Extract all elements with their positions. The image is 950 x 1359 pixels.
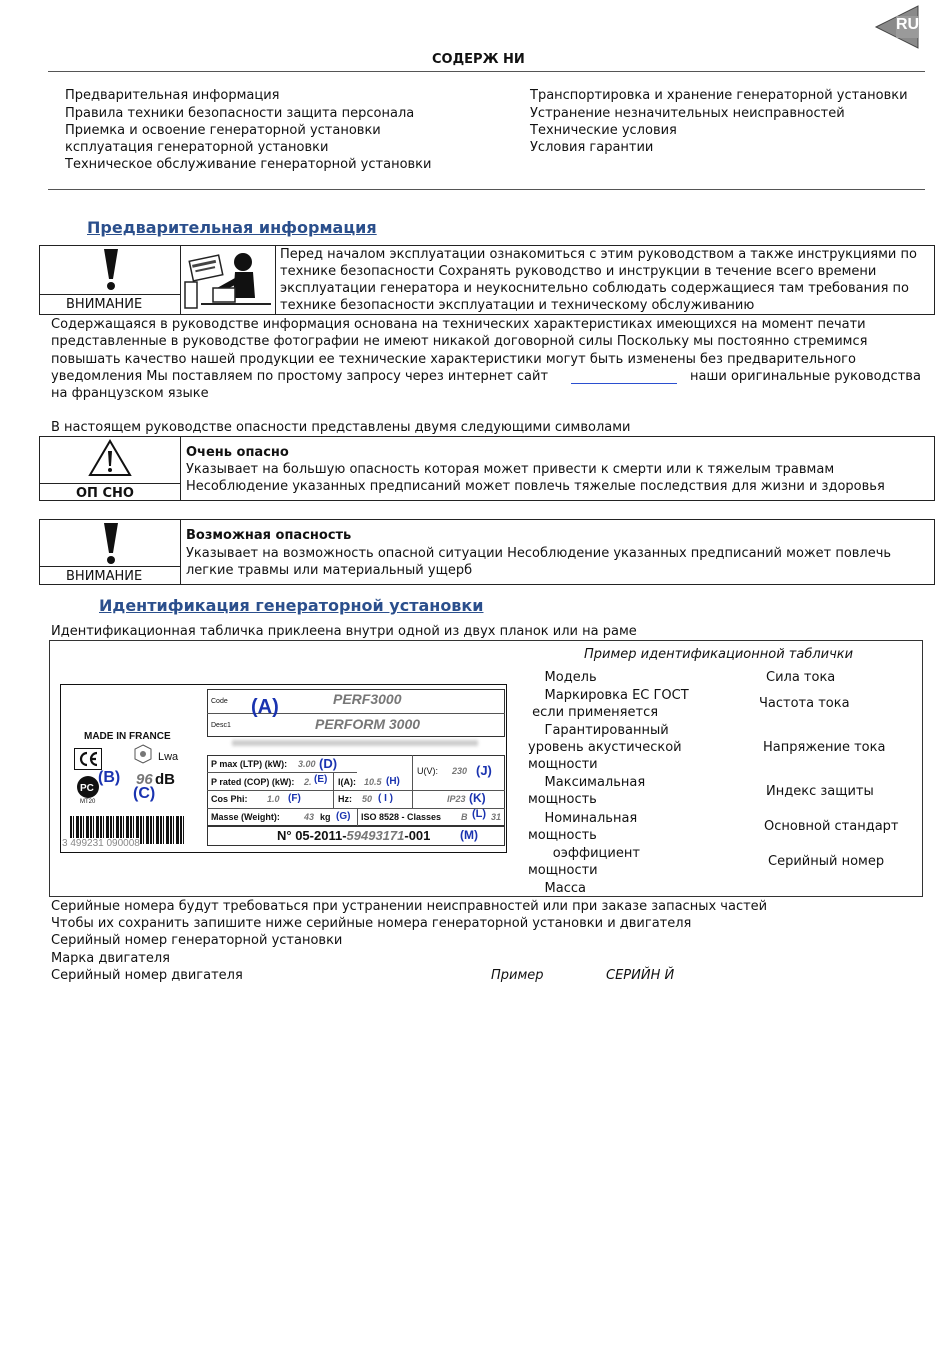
hz-value: 50: [362, 794, 373, 804]
paragraph-line: на французском языке: [51, 386, 209, 401]
marker-m: (M): [460, 828, 478, 842]
desc-value: PERFORM 3000: [315, 716, 421, 732]
warning-text-line: эксплуатации генератора и неукоснительно соблюдать содержащиеся там требования по: [280, 281, 909, 296]
iso-value: B: [461, 812, 468, 822]
warning-label: ВНИМАНИЕ: [66, 297, 143, 312]
pmax-value: 3.00: [298, 759, 316, 769]
legend-item: Гарантированный: [528, 723, 669, 738]
legend-item: если применяется: [528, 705, 659, 720]
toc-item[interactable]: ксплуатация генераторной установки: [65, 140, 329, 155]
toc-item[interactable]: Предварительная информация: [65, 88, 280, 103]
blurred-description: [232, 740, 478, 746]
example-caption: Пример идентификационной таблички: [584, 647, 854, 662]
identification-intro: Идентификационная табличка приклеена внутри одной из двух планок или на раме: [51, 624, 637, 639]
divider: [333, 772, 334, 808]
divider: [412, 755, 413, 808]
lwa-value: 96: [136, 771, 153, 788]
divider: [357, 808, 358, 826]
exclamation-icon: [101, 521, 121, 565]
toc-item[interactable]: Правила техники безопасности защита персонала: [65, 106, 415, 121]
divider: [39, 294, 180, 295]
legend-item: Масса: [528, 881, 586, 896]
section-title-preliminary: Предварительная информация: [87, 218, 377, 237]
legend-item: Маркировка ЕС ГОСТ: [528, 688, 689, 703]
barcode-number: 3 499231 090008: [62, 838, 140, 849]
marker-e: (E): [314, 774, 328, 785]
marker-l: (L): [472, 808, 487, 820]
mt-label: MT20: [80, 799, 96, 805]
legend-item: Серийный номер: [768, 854, 885, 869]
divider: [180, 245, 181, 315]
symbols-intro: В настоящем руководстве опасности представлены двумя следующими символами: [51, 420, 631, 435]
paragraph-line: Содержащаяся в руководстве информация основана на технических характеристиках имеющихся на момент печати: [51, 317, 866, 332]
mass-value: 43: [304, 812, 315, 822]
cosphi-label: Cos Phi:: [211, 794, 248, 804]
prated-label: P rated (COP) (kW):: [211, 777, 295, 787]
marker-g: (G): [336, 811, 351, 822]
legend-item: мощность: [528, 828, 597, 843]
lwa-label: Lwa: [158, 751, 179, 763]
hz-label: Hz:: [338, 794, 352, 804]
website-link[interactable]: [571, 383, 677, 384]
marker-b: (B): [98, 769, 121, 786]
note-line: Серийные номера будут требоваться при устранении неисправностей или при заказе запасных частей: [51, 899, 768, 914]
marker-d: (D): [319, 756, 338, 771]
toc-item[interactable]: Условия гарантии: [530, 140, 654, 155]
caution-text-line: Указывает на возможность опасной ситуации Несоблюдение указанных предписаний может повлечь: [186, 546, 892, 561]
svg-text:PC: PC: [80, 783, 94, 794]
toc-top-rule: [48, 71, 925, 72]
warning-text-line: технике безопасности Сохранять руководство и инструкции в течение всего времени: [280, 264, 877, 279]
legend-item: мощности: [528, 863, 598, 878]
danger-text-line: Несоблюдение указанных предписаний может повлечь тяжелые последствия для жизни и здоровья: [186, 479, 885, 494]
danger-label: ОП СНО: [76, 486, 134, 501]
language-badge-label: RU: [896, 16, 920, 33]
current-value: 10.5: [364, 777, 382, 787]
genset-serial-label: Серийный номер генераторной установки: [51, 933, 343, 948]
made-in-label: MADE IN FRANCE: [84, 731, 171, 742]
language-badge: [872, 4, 922, 50]
ip-value: IP23: [447, 794, 466, 804]
voltage-value: 230: [452, 766, 468, 776]
legend-item: оэффициент: [528, 846, 640, 861]
serial-suffix: -001: [404, 828, 431, 843]
caution-label: ВНИМАНИЕ: [66, 569, 143, 584]
legend-item: мощность: [528, 792, 597, 807]
plate-serial: [277, 828, 430, 843]
current-label: I(A):: [338, 777, 356, 787]
toc-item[interactable]: Устранение незначительных неисправностей: [530, 106, 845, 121]
code-label: Code: [211, 698, 228, 705]
engine-brand-label: Марка двигателя: [51, 951, 170, 966]
serial-middle: 59493171: [346, 828, 405, 843]
ce-mark-icon: [74, 748, 102, 770]
section-title-identification: Идентификация генераторной установки: [99, 596, 484, 615]
iso-label: ISO 8528 - Classes: [361, 812, 442, 822]
toc-item[interactable]: Техническое обслуживание генераторной установки: [65, 157, 432, 172]
engine-serial-label: Серийный номер двигателя: [51, 968, 243, 983]
db-label: dB: [155, 771, 175, 788]
caution-text-line: легкие травмы или материальный ущерб: [186, 563, 473, 578]
marker-j: (J): [476, 763, 492, 778]
divider: [275, 245, 276, 315]
voltage-label: U(V):: [417, 766, 438, 776]
desc-label: Desc1: [211, 722, 231, 729]
prated-value: 2.: [304, 777, 312, 787]
legend-item: Номинальная: [528, 811, 638, 826]
legend-item: Основной стандарт: [764, 819, 899, 834]
danger-text-line: Указывает на большую опасность которая может привести к смерти или к тяжелым травмам: [186, 462, 835, 477]
toc-item[interactable]: Технические условия: [530, 123, 677, 138]
paragraph-line: уведомления Мы поставляем по простому запросу через интернет сайт: [51, 369, 549, 384]
marker-i: ( I ): [378, 793, 393, 804]
divider: [207, 808, 505, 809]
exclamation-icon: [101, 247, 121, 291]
divider: [207, 790, 505, 791]
mass-label: Masse (Weight):: [211, 812, 280, 822]
note-line: Чтобы их сохранить запишите ниже серийные номера генераторной установки и двигателя: [51, 916, 692, 931]
reading-manual-icon: [183, 248, 273, 312]
example-label: Пример: [491, 968, 544, 983]
divider: [180, 519, 181, 585]
iso-tail: 31: [491, 812, 502, 822]
marker-f: (F): [288, 793, 301, 804]
caution-title: Возможная опасность: [186, 528, 352, 543]
toc-bottom-rule: [48, 189, 925, 190]
legend-item: уровень акустической: [528, 740, 682, 755]
paragraph-line: повышать качество нашей продукции ее технические характеристики могут быть изменены без предварительного: [51, 352, 856, 367]
legend-item: Модель: [528, 670, 597, 685]
danger-title: Очень опасно: [186, 445, 289, 460]
marker-c: (C): [133, 785, 156, 802]
legend-item: Сила тока: [766, 670, 836, 685]
legend-item: Частота тока: [759, 696, 850, 711]
code-value: PERF3000: [333, 691, 402, 707]
divider: [39, 566, 180, 567]
warning-text-line: технике безопасности эксплуатации и техническому обслуживанию: [280, 298, 755, 313]
divider: [180, 436, 181, 501]
paragraph-line: представленные в руководстве фотографии не имеют никакой договорной силы Поскольку мы постоянно стремимся: [51, 334, 868, 349]
danger-triangle-icon: [88, 439, 132, 477]
toc-item[interactable]: Приемка и освоение генераторной установки: [65, 123, 381, 138]
marker-h: (H): [386, 776, 400, 787]
toc-title: СОДЕРЖ НИ: [432, 52, 525, 67]
marker-k: (K): [469, 791, 486, 805]
warning-text-line: Перед началом эксплуатации ознакомиться с этим руководством а также инструкциями по: [280, 247, 917, 262]
mass-unit: kg: [320, 812, 331, 822]
sound-power-icon: [133, 744, 153, 764]
serial-prefix: N° 05-2011-: [277, 828, 347, 843]
divider: [39, 483, 180, 484]
legend-item: Индекс защиты: [766, 784, 874, 799]
legend-item: мощности: [528, 757, 598, 772]
divider: [207, 772, 357, 773]
toc-item[interactable]: Транспортировка и хранение генераторной установки: [530, 88, 908, 103]
cosphi-value: 1.0: [267, 794, 280, 804]
legend-item: Напряжение тока: [763, 740, 886, 755]
paragraph-line: наши оригинальные руководства: [690, 369, 921, 384]
gost-mark-icon: [76, 775, 100, 799]
pmax-label: P max (LTP) (kW):: [211, 759, 288, 769]
legend-item: Максимальная: [528, 775, 646, 790]
marker-a: (A): [251, 696, 279, 718]
serial-placeholder: СЕРИЙН Й: [606, 968, 675, 983]
